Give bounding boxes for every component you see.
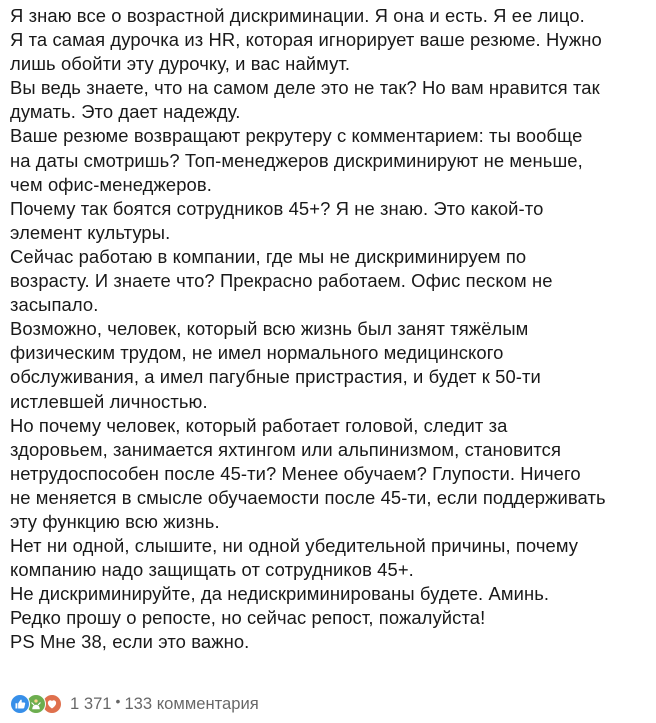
post-line: не меняется в смысле обучаемости после 45-ти, если поддерживать — [10, 486, 606, 508]
post-line: лишь обойти эту дурочку, и вас наймут. — [10, 53, 351, 75]
post-line: Сейчас работаю в компании, где мы не дискриминируем по — [10, 245, 527, 267]
post-line: Я знаю все о возрастной дискриминации. Я она и есть. Я ее лицо. — [10, 5, 585, 26]
post-line: Я та самая дурочка из HR, которая игнорирует ваше резюме. Нужно — [10, 29, 602, 51]
post-line: эту функцию всю жизнь. — [10, 510, 220, 532]
post-line: физическим трудом, не имел нормального медицинского — [10, 342, 504, 364]
social-counts-bar — [10, 692, 259, 716]
post-line: Возможно, человек, который всю жизнь был занят тяжёлым — [10, 318, 529, 340]
post-line: нетрудоспособен после 45-ти? Менее обучаем? Глупости. Ничего — [10, 462, 581, 484]
post-line: думать. Это дает надежду. — [10, 101, 241, 123]
reaction-count[interactable]: 1 371 — [70, 694, 112, 713]
post-body — [10, 4, 650, 655]
post-text — [10, 4, 650, 655]
like-icon — [10, 694, 30, 714]
post-line: засыпало. — [10, 294, 99, 316]
comments-count-link[interactable]: 133 комментария — [124, 694, 259, 713]
reactions-stack[interactable] — [10, 694, 58, 714]
post-line: чем офис-менеджеров. — [10, 173, 212, 195]
post-line: Почему так боятся сотрудников 45+? Я не знаю. Это какой-то — [10, 197, 544, 219]
post-line: Вы ведь знаете, что на самом деле это не так? Но вам нравится так — [10, 77, 600, 99]
separator-dot: • — [115, 693, 121, 709]
post-line: Ваше резюме возвращают рекрутеру с комментарием: ты вообще — [10, 125, 583, 147]
post-line: Но почему человек, который работает головой, следит за — [10, 414, 508, 436]
post-line: здоровьем, занимается яхтингом или альпинизмом, становится — [10, 438, 562, 460]
post-line: возрасту. И знаете что? Прекрасно работаем. Офис песком не — [10, 270, 553, 292]
post-line: истлевшей личностью. — [10, 390, 208, 412]
post-line: Нет ни одной, слышите, ни одной убедительной причины, почему — [10, 535, 579, 557]
post-line: PS Мне 38, если это важно. — [10, 631, 250, 653]
post-line: на даты смотришь? Топ-менеджеров дискриминируют не меньше, — [10, 149, 583, 171]
post-line: Не дискриминируйте, да недискриминированы будете. Аминь. — [10, 583, 550, 605]
post-line: компанию надо защищать от сотрудников 45+. — [10, 559, 414, 581]
post-line: обслуживания, а имел пагубные пристрастия, и будет к 50-ти — [10, 366, 541, 388]
post-line: элемент культуры. — [10, 221, 171, 243]
post-line: Редко прошу о репосте, но сейчас репост, пожалуйста! — [10, 607, 486, 629]
